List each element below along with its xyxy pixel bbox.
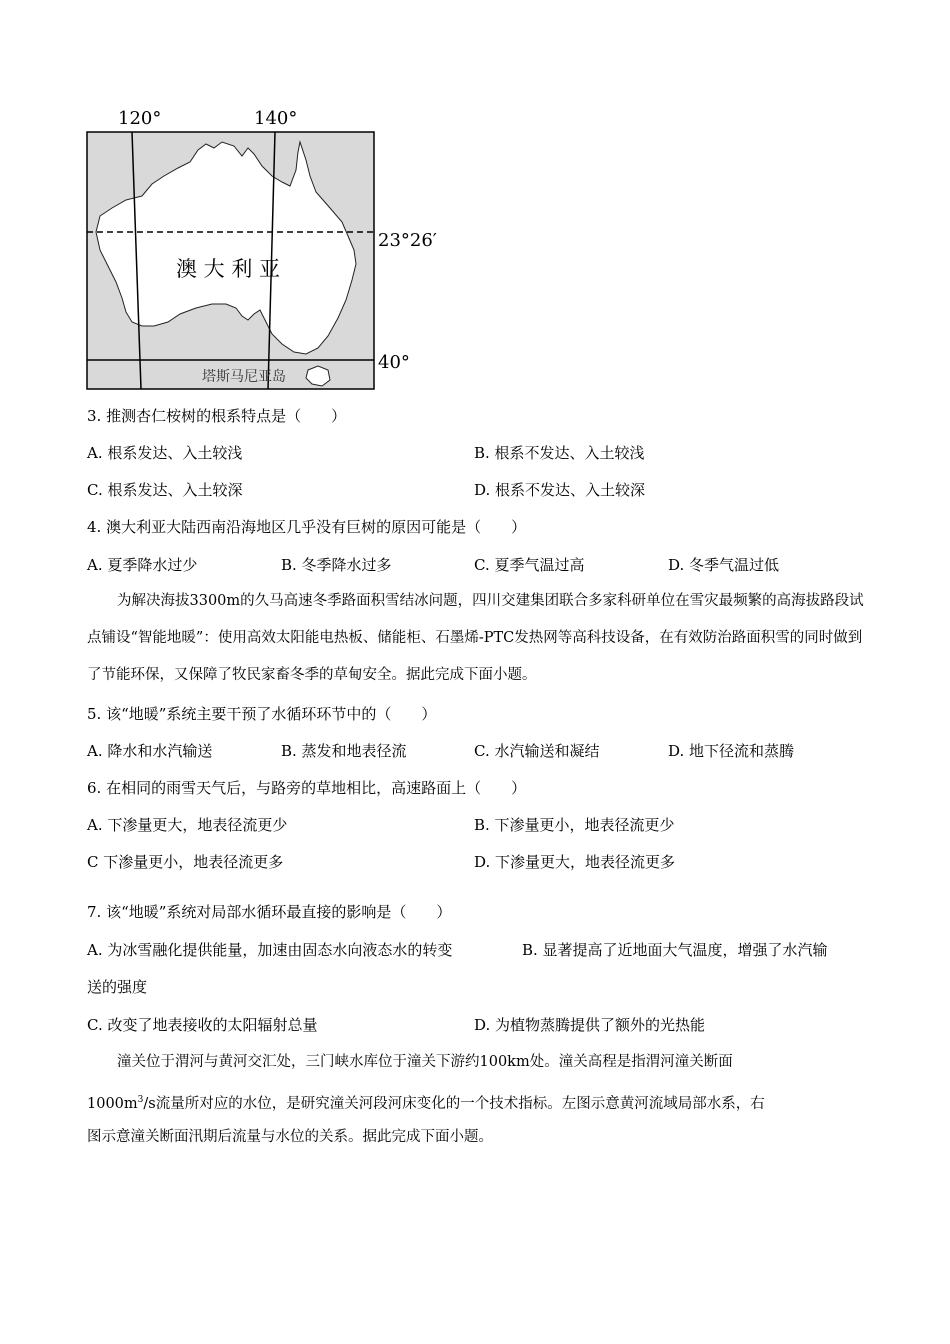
- q3-stem: 3. 推测杏仁桉树的根系特点是（ ）: [87, 407, 347, 425]
- q3-option-c: C. 根系发达、入土较深: [87, 481, 243, 499]
- q4-stem: 4. 澳大利亚大陆西南沿海地区几乎没有巨树的原因可能是（ ）: [87, 518, 527, 536]
- label-tropic: 23°26′: [378, 230, 437, 251]
- q5-option-a: A. 降水和水汽输送: [87, 742, 213, 760]
- passage-smart-floor-heating-text: 为解决海拔3300m的久马高速冬季路面积雪结冰问题，四川交建集团联合多家科研单位在雪灾最频繁的高海拔路段试点铺设“智能地暖”：使用高效太阳能电热板、储能柜、石墨烯-PTC发热网等高科技设备，在有效防治路面积雪的同时做到了节能环保，又保障了牧民家畜冬季的草甸安全。据此完成下面小题。: [87, 593, 864, 683]
- passage-tongguan-line2-post: /s流量所对应的水位，是研究潼关河段河床变化的一个技术指标。左图示意黄河流域局部水系，右: [143, 1095, 765, 1112]
- q5-option-d: D. 地下径流和蒸腾: [668, 742, 795, 760]
- label-120: 120°: [118, 108, 162, 129]
- q4-option-a: A. 夏季降水过少: [87, 556, 198, 574]
- q6-option-d: D. 下渗量更大，地表径流更多: [474, 853, 676, 871]
- passage-tongguan-line1: 潼关位于渭河与黄河交汇处，三门峡水库位于潼关下游约100km处。潼关高程是指渭河潼关断面: [117, 1054, 733, 1070]
- q7-option-a: A. 为冰雪融化提供能量，加速由固态水向液态水的转变: [87, 941, 453, 959]
- label-australia: 澳 大 利 亚: [176, 257, 281, 281]
- q4-option-d: D. 冬季气温过低: [668, 556, 780, 574]
- q7-stem: 7. 该“地暖”系统对局部水循环最直接的影响是（ ）: [87, 903, 452, 921]
- q7-option-c: C. 改变了地表接收的太阳辐射总量: [87, 1016, 318, 1034]
- q5-option-b: B. 蒸发和地表径流: [281, 742, 407, 760]
- q7-option-b: B. 显著提高了近地面大气温度，增强了水汽输: [522, 941, 828, 959]
- label-140: 140°: [254, 108, 298, 129]
- q6-option-a: A. 下渗量更大，地表径流更少: [87, 816, 288, 834]
- australia-map-svg: [86, 104, 446, 394]
- label-40: 40°: [378, 352, 410, 373]
- passage-tongguan-line3: 图示意潼关断面汛期后流量与水位的关系。据此完成下面小题。: [87, 1129, 493, 1145]
- q6-option-b: B. 下渗量更小，地表径流更少: [474, 816, 675, 834]
- q5-option-c: C. 水汽输送和凝结: [474, 742, 600, 760]
- q6-option-c: C 下渗量更小，地表径流更多: [87, 853, 284, 871]
- q3-option-b: B. 根系不发达、入土较浅: [474, 444, 645, 462]
- q6-stem: 6. 在相同的雨雪天气后，与路旁的草地相比，高速路面上（ ）: [87, 779, 527, 797]
- q7-option-d: D. 为植物蒸腾提供了额外的光热能: [474, 1016, 706, 1034]
- label-tasmania: 塔斯马尼亚岛: [202, 369, 286, 385]
- passage-tongguan-line2: [87, 1090, 765, 1114]
- q7-option-b-continued: 送的强度: [87, 978, 148, 996]
- passage-tongguan-line2-pre: 1000m: [87, 1095, 138, 1112]
- q4-option-b: B. 冬季降水过多: [281, 556, 392, 574]
- q3-option-d: D. 根系不发达、入土较深: [474, 481, 646, 499]
- australia-map: [86, 104, 446, 394]
- passage-tongguan-superscript: 3: [137, 1095, 144, 1105]
- q4-option-c: C. 夏季气温过高: [474, 556, 585, 574]
- q5-stem: 5. 该“地暖”系统主要干预了水循环环节中的（ ）: [87, 705, 437, 723]
- q3-option-a: A. 根系发达、入土较浅: [87, 444, 243, 462]
- passage-smart-floor-heating: [87, 583, 867, 694]
